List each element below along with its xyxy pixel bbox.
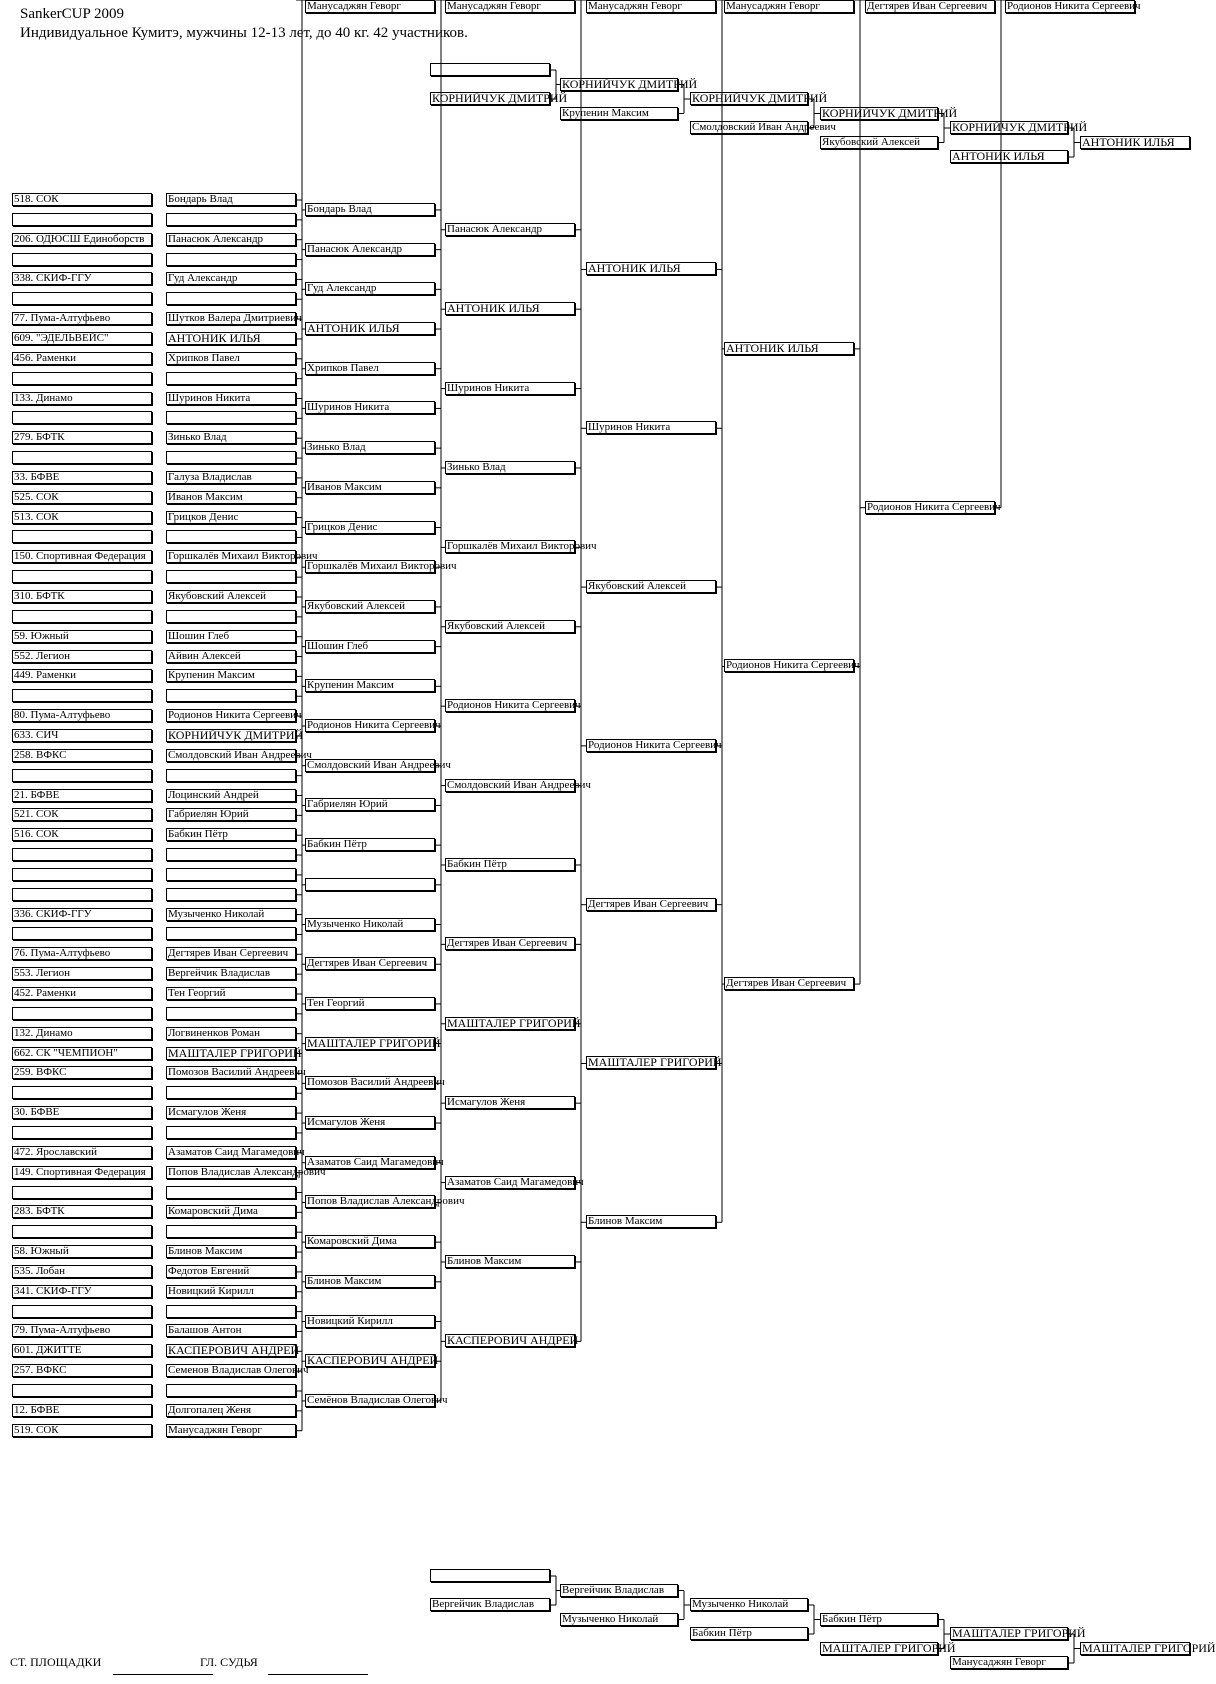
repechage-top-col4: Якубовский Алексей [822,136,921,148]
athlete-cell: Бабкин Пётр [168,828,228,840]
athlete-cell [166,927,168,940]
round-2-winner: АНТОНИК ИЛЬЯ [447,301,540,315]
athlete-cell: Дегтярев Иван Сергеевич [168,947,289,959]
round-3-winner: Шуринов Никита [588,421,671,433]
round-3-winner: Манусаджян Геворг [588,0,682,12]
club-cell: 257. ВФКС [14,1364,67,1376]
athlete-cell: Айвин Алексей [168,650,241,662]
athlete-cell-box [166,1384,296,1397]
athlete-cell-box [166,848,296,861]
athlete-cell-box [166,1086,296,1099]
club-cell: 206. ОДЮСШ Единоборств [14,233,145,245]
athlete-cell: КАСПЕРОВИЧ АНДРЕЙ [168,1343,300,1357]
club-cell [12,1086,14,1099]
club-cell [12,848,14,861]
club-cell: 513. СОК [14,511,59,523]
round-1-winner: Манусаджян Геворг [307,0,401,12]
club-cell-box [12,451,152,464]
round-1-winner: Панасюк Александр [307,243,403,255]
repechage-top-col1-box [430,63,550,76]
repechage-top-col5: АНТОНИК ИЛЬЯ [952,149,1045,163]
athlete-cell: Манусаджян Геворг [168,1424,262,1436]
round-2-winner: Шуринов Никита [447,382,530,394]
round-1-winner: Дегтярев Иван Сергеевич [307,957,428,969]
athlete-cell [166,1186,168,1199]
athlete-cell [166,689,168,702]
club-cell-box [12,769,152,782]
repechage-bottom-col1 [430,1569,432,1582]
round-5-winner: Дегтярев Иван Сергеевич [867,0,988,12]
category-title: Индивидуальное Кумитэ, мужчины 12-13 лет, до 40 кг. 42 участников. [20,25,468,41]
club-cell-box [12,1305,152,1318]
round-1-winner: Комаровский Дима [307,1235,397,1247]
club-cell-box [12,689,152,702]
club-cell: 553. Легион [14,967,71,979]
athlete-cell [166,1007,168,1020]
repechage-top-col5: КОРНИЙЧУК ДМИТРИЙ [952,120,1088,134]
athlete-cell: Федотов Евгений [168,1265,250,1277]
athlete-cell: КОРНИЙЧУК ДМИТРИЙ [168,728,304,742]
club-cell: 535. Лобан [14,1265,66,1277]
athlete-cell-box [166,927,296,940]
club-cell-box [12,530,152,543]
repechage-top-col3: КОРНИЙЧУК ДМИТРИЙ [692,91,828,105]
club-cell-box [12,570,152,583]
club-cell: 279. БФТК [14,431,65,443]
club-cell: 132. Динамо [14,1027,73,1039]
repechage-bottom-col5: Манусаджян Геворг [952,1656,1046,1668]
athlete-cell [166,848,168,861]
athlete-cell-box [166,1305,296,1318]
club-cell: 133. Динамо [14,392,73,404]
club-cell: 258. ВФКС [14,749,67,761]
club-cell: 452. Раменки [14,987,76,999]
athlete-cell: Помозов Василий Андреевич [168,1066,306,1078]
athlete-cell: Тен Георгий [168,987,226,999]
athlete-cell [166,253,168,266]
athlete-cell [166,530,168,543]
club-cell: 338. СКИФ-ГГУ [14,272,92,284]
athlete-cell-box [166,253,296,266]
round-2-winner: Азаматов Саид Магамедович [447,1176,584,1188]
athlete-cell: Габриелян Юрий [168,808,249,820]
club-cell-box [12,213,152,226]
club-cell: 259. ВФКС [14,1066,67,1078]
round-1-winner: Зинько Влад [307,441,366,453]
club-cell: 633. СИЧ [14,729,59,741]
athlete-cell: Балашов Антон [168,1324,242,1336]
repechage-bottom-col2: Вергейчик Владислав [562,1584,665,1596]
club-cell-box [12,848,152,861]
athlete-cell [166,610,168,623]
athlete-cell [166,1384,168,1397]
club-cell-box [12,1186,152,1199]
club-cell: 521. СОК [14,808,59,820]
athlete-cell: Бондарь Влад [168,193,233,205]
athlete-cell: Зинько Влад [168,431,227,443]
club-cell-box [12,253,152,266]
club-cell [12,610,14,623]
athlete-cell-box [166,372,296,385]
round-1-winner: КАСПЕРОВИЧ АНДРЕЙ [307,1353,439,1367]
club-cell [12,253,14,266]
round-1-winner: АНТОНИК ИЛЬЯ [307,321,400,335]
athlete-cell: Семенов Владислав Олегович [168,1364,309,1376]
repechage-top-col4: КОРНИЙЧУК ДМИТРИЙ [822,106,958,120]
round-5-winner: Родионов Никита Сергеевич [867,501,1001,513]
round-1-winner: Музыченко Николай [307,918,404,930]
athlete-cell-box [166,689,296,702]
club-cell-box [12,1126,152,1139]
repechage-bottom-col5: МАШТАЛЕР ГРИГОРИЙ [952,1626,1086,1640]
round-1-winner: Габриелян Юрий [307,798,388,810]
round-1-winner: Азаматов Саид Магамедович [307,1156,444,1168]
repechage-bottom-col1-box [430,1569,550,1582]
event-title: SankerCUP 2009 [20,6,125,22]
athlete-cell [166,372,168,385]
round-1-winner: Смолдовский Иван Андреевич [307,759,451,771]
athlete-cell: Шошин Глеб [168,630,230,642]
round-3-winner: Якубовский Алексей [588,580,687,592]
club-cell [12,868,14,881]
round-4-winner: Манусаджян Геворг [726,0,820,12]
club-cell: 58. Южный [14,1245,69,1257]
athlete-cell: Галуза Владислав [168,471,252,483]
club-cell [12,1126,14,1139]
round-2-winner: Манусаджян Геворг [447,0,541,12]
round-3-winner: АНТОНИК ИЛЬЯ [588,261,681,275]
club-cell-box [12,292,152,305]
head-judge-signature-line [268,1674,368,1675]
club-cell [12,1186,14,1199]
round-1-winner: МАШТАЛЕР ГРИГОРИЙ [307,1036,441,1050]
club-cell: 341. СКИФ-ГГУ [14,1285,92,1297]
athlete-cell: Иванов Максим [168,491,243,503]
round-4-winner: Дегтярев Иван Сергеевич [726,977,847,989]
club-cell: 516. СОК [14,828,59,840]
club-cell-box [12,1086,152,1099]
round-2-winner: Блинов Максим [447,1255,522,1267]
repechage-bottom-col4: МАШТАЛЕР ГРИГОРИЙ [822,1641,956,1655]
site-chief-signature-line [113,1674,213,1675]
club-cell [12,530,14,543]
repechage-bottom-col6: МАШТАЛЕР ГРИГОРИЙ [1082,1641,1216,1655]
athlete-cell: Якубовский Алексей [168,590,267,602]
athlete-cell: Шуринов Никита [168,392,251,404]
athlete-cell: Лоцинский Андрей [168,789,259,801]
club-cell: 21. БФВЕ [14,789,60,801]
club-cell: 33. БФВЕ [14,471,60,483]
round-3-winner: Родионов Никита Сергеевич [588,739,722,751]
club-cell: 80. Пума-Алтуфьево [14,709,111,721]
club-cell: 12. БФВЕ [14,1404,60,1416]
round-1-winner: Бондарь Влад [307,203,372,215]
round-1-winner: Помозов Василий Андреевич [307,1076,445,1088]
round-2-winner: Панасюк Александр [447,223,543,235]
round-1-winner [305,878,307,891]
club-cell: 525. СОК [14,491,59,503]
athlete-cell: МАШТАЛЕР ГРИГОРИЙ [168,1046,302,1060]
athlete-cell: Горшкалёв Михаил Викторович [168,550,318,562]
club-cell: 449. Раменки [14,669,76,681]
athlete-cell: Смолдовский Иван Андреевич [168,749,312,761]
repechage-top-col2: Крупенин Максим [562,107,649,119]
athlete-cell [166,411,168,424]
club-cell: 518. СОК [14,193,59,205]
club-cell: 472. Ярославский [14,1146,97,1158]
club-cell: 30. БФВЕ [14,1106,60,1118]
round-1-winner: Гуд Александр [307,282,377,294]
club-cell [12,927,14,940]
club-cell [12,213,14,226]
club-cell [12,888,14,901]
club-cell [12,1225,14,1238]
round-3-winner: Дегтярев Иван Сергеевич [588,898,709,910]
site-chief-label: СТ. ПЛОЩАДКИ [10,1655,102,1669]
round-1-winner: Крупенин Максим [307,679,394,691]
athlete-cell: Шутков Валера Дмитриевич [168,312,302,324]
head-judge-label: ГЛ. СУДЬЯ [200,1655,258,1669]
club-cell: 609. "ЭДЕЛЬВЕЙС" [14,332,109,344]
round-1-winner: Исмагулов Женя [307,1116,386,1128]
round-2-winner: Горшкалёв Михаил Викторович [447,540,597,552]
athlete-cell: Азаматов Саид Магамедович [168,1146,305,1158]
repechage-top-col1 [430,63,432,76]
athlete-cell-box [166,292,296,305]
round-1-winner: Горшкалёв Михаил Викторович [307,560,457,572]
round-1-winner: Родионов Никита Сергеевич [307,719,441,731]
athlete-cell-box [166,888,296,901]
repechage-top-col6: АНТОНИК ИЛЬЯ [1082,135,1175,149]
athlete-cell-box [166,610,296,623]
round-1-winner: Шуринов Никита [307,401,390,413]
round-1-winner: Грицков Денис [307,521,378,533]
club-cell-box [12,888,152,901]
round-1-winner: Бабкин Пётр [307,838,367,850]
club-cell: 310. БФТК [14,590,65,602]
athlete-cell-box [166,769,296,782]
athlete-cell [166,292,168,305]
athlete-cell-box [166,1186,296,1199]
club-cell: 336. СКИФ-ГГУ [14,908,92,920]
round-2-winner: КАСПЕРОВИЧ АНДРЕЙ [447,1333,579,1347]
club-cell: 552. Легион [14,650,71,662]
round-2-winner: МАШТАЛЕР ГРИГОРИЙ [447,1016,581,1030]
club-cell: 150. Спортивная Федерация [14,550,146,562]
athlete-cell-box [166,1126,296,1139]
club-cell: 283. БФТК [14,1205,65,1217]
club-cell: 662. СК "ЧЕМПИОН" [14,1047,118,1059]
repechage-bottom-col1: Вергейчик Владислав [432,1598,535,1610]
club-cell [12,1384,14,1397]
athlete-cell [166,570,168,583]
club-cell: 519. СОК [14,1424,59,1436]
round-1-winner: Хрипков Павел [307,362,379,374]
athlete-cell [166,769,168,782]
club-cell [12,689,14,702]
athlete-cell: Крупенин Максим [168,669,255,681]
club-cell: 601. ДЖИТТЕ [14,1344,82,1356]
athlete-cell-box [166,411,296,424]
club-cell [12,292,14,305]
athlete-cell: Комаровский Дима [168,1205,258,1217]
club-cell-box [12,411,152,424]
club-cell: 59. Южный [14,630,69,642]
round-2-winner: Исмагулов Женя [447,1096,526,1108]
athlete-cell [166,1086,168,1099]
club-cell-box [12,1007,152,1020]
club-cell: 77. Пума-Алтуфьево [14,312,111,324]
athlete-cell [166,1225,168,1238]
round-2-winner: Дегтярев Иван Сергеевич [447,937,568,949]
athlete-cell-box [166,1007,296,1020]
round-3-winner: МАШТАЛЕР ГРИГОРИЙ [588,1055,722,1069]
repechage-bottom-col3: Бабкин Пётр [692,1627,752,1639]
round-1-winner: Иванов Максим [307,481,382,493]
athlete-cell: Долгопалец Женя [168,1404,252,1416]
club-cell [12,769,14,782]
repechage-top-col3: Смолдовский Иван Андреевич [692,121,836,133]
round-1-winner-box [305,878,435,891]
athlete-cell: Блинов Максим [168,1245,243,1257]
club-cell: 456. Раменки [14,352,76,364]
round-2-winner: Родионов Никита Сергеевич [447,699,581,711]
club-cell [12,1305,14,1318]
athlete-cell [166,888,168,901]
athlete-cell: Вергейчик Владислав [168,967,271,979]
athlete-cell [166,1126,168,1139]
club-cell [12,411,14,424]
athlete-cell: АНТОНИК ИЛЬЯ [168,331,261,345]
club-cell [12,1007,14,1020]
round-4-winner: АНТОНИК ИЛЬЯ [726,341,819,355]
champion: Родионов Никита Сергеевич [1007,0,1141,12]
repechage-top-col2: КОРНИЙЧУК ДМИТРИЙ [562,77,698,91]
repechage-bottom-col4: Бабкин Пётр [822,1613,882,1625]
round-1-winner: Блинов Максим [307,1275,382,1287]
athlete-cell-box [166,868,296,881]
athlete-cell: Панасюк Александр [168,233,264,245]
athlete-cell: Логвиненков Роман [168,1027,260,1039]
athlete-cell: Хрипков Павел [168,352,240,364]
club-cell: 79. Пума-Алтуфьево [14,1324,111,1336]
round-2-winner: Якубовский Алексей [447,620,546,632]
round-2-winner: Бабкин Пётр [447,858,507,870]
club-cell-box [12,868,152,881]
club-cell [12,372,14,385]
athlete-cell [166,868,168,881]
round-1-winner: Новицкий Кирилл [307,1315,393,1327]
round-1-winner: Тен Георгий [307,997,365,1009]
athlete-cell-box [166,451,296,464]
club-cell-box [12,610,152,623]
round-4-winner: Родионов Никита Сергеевич [726,659,860,671]
club-cell-box [12,927,152,940]
athlete-cell: Музыченко Николай [168,908,265,920]
athlete-cell [166,213,168,226]
round-2-winner: Зинько Влад [447,461,506,473]
repechage-top-col1: КОРНИЙЧУК ДМИТРИЙ [432,91,568,105]
athlete-cell [166,451,168,464]
round-1-winner: Якубовский Алексей [307,600,406,612]
athlete-cell-box [166,570,296,583]
round-1-winner: Шошин Глеб [307,640,369,652]
athlete-cell [166,1305,168,1318]
club-cell: 76. Пума-Алтуфьево [14,947,111,959]
athlete-cell-box [166,530,296,543]
athlete-cell: Грицков Денис [168,511,239,523]
athlete-cell: Новицкий Кирилл [168,1285,254,1297]
athlete-cell: Родионов Никита Сергеевич [168,709,302,721]
club-cell-box [12,372,152,385]
repechage-bottom-col2: Музыченко Николай [562,1613,659,1625]
athlete-cell: Гуд Александр [168,272,238,284]
round-3-winner: Блинов Максим [588,1215,663,1227]
athlete-cell: Исмагулов Женя [168,1106,247,1118]
club-cell: 149. Спортивная Федерация [14,1166,146,1178]
club-cell [12,451,14,464]
club-cell-box [12,1384,152,1397]
round-1-winner: Семёнов Владислав Олегович [307,1394,448,1406]
athlete-cell-box [166,1225,296,1238]
club-cell [12,570,14,583]
club-cell-box [12,1225,152,1238]
athlete-cell-box [166,213,296,226]
repechage-bottom-col3: Музыченко Николай [692,1598,789,1610]
round-2-winner: Смолдовский Иван Андреевич [447,779,591,791]
round-1-winner: Попов Владислав Александрович [307,1195,465,1207]
athlete-cell: Попов Владислав Александрович [168,1166,326,1178]
